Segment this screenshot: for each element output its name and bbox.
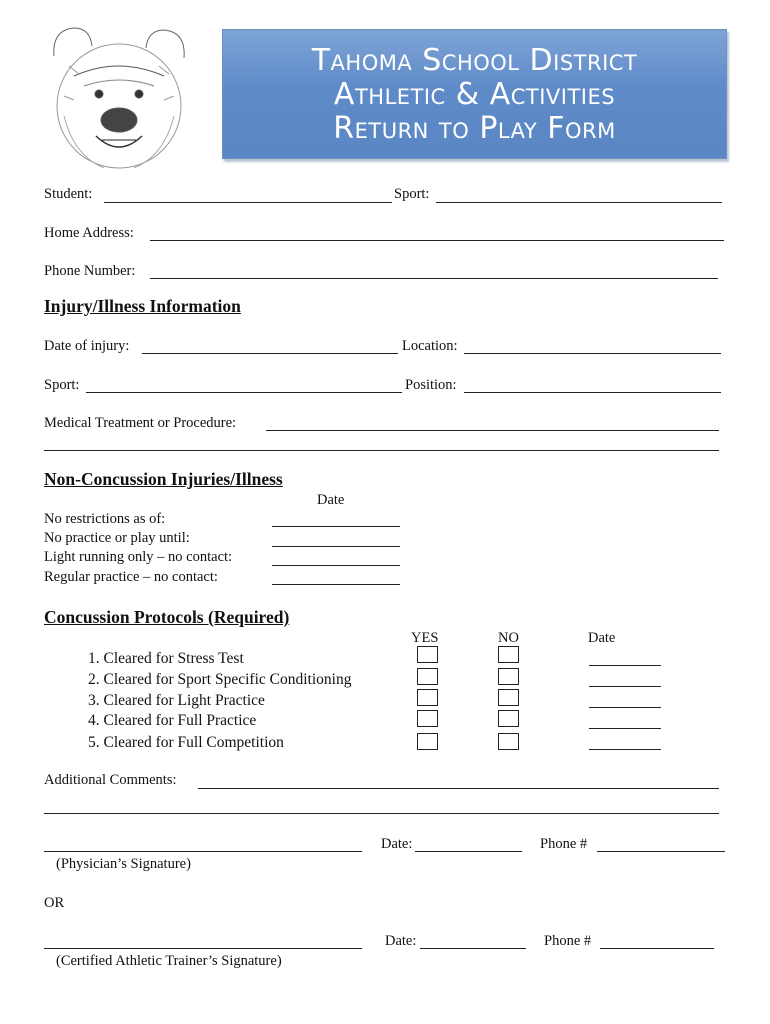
trainer-date-field[interactable] [420, 948, 526, 949]
student-field[interactable] [104, 202, 392, 203]
location-field[interactable] [464, 353, 721, 354]
no-restrictions-date-field[interactable] [272, 526, 400, 527]
concussion-date-header: Date [588, 630, 616, 646]
sport-field[interactable] [436, 202, 722, 203]
treatment-label: Medical Treatment or Procedure: [44, 415, 237, 431]
injury-heading: Injury/Illness Information [44, 296, 241, 316]
additional-comments-field-line-2[interactable] [44, 813, 719, 814]
full-practice-yes-checkbox[interactable] [417, 710, 438, 727]
no-practice-label: No practice or play until: [44, 530, 190, 546]
additional-comments-field[interactable] [198, 788, 719, 789]
student-label: Student: [44, 186, 93, 202]
trainer-date-label: Date: [385, 933, 417, 949]
title-line-2: Athletic & Activities [333, 77, 616, 112]
full-competition-no-checkbox[interactable] [498, 733, 519, 750]
injury-sport-label: Sport: [44, 377, 80, 393]
bear-mascot-logo-icon [44, 16, 194, 176]
protocol-full-practice: 4. Cleared for Full Practice [88, 712, 257, 729]
trainer-signature-field[interactable] [44, 948, 362, 949]
location-label: Location: [402, 338, 458, 354]
position-field[interactable] [464, 392, 721, 393]
stress-test-no-checkbox[interactable] [498, 646, 519, 663]
stress-test-date-field[interactable] [589, 665, 661, 666]
trainer-phone-field[interactable] [600, 948, 714, 949]
protocol-stress-test: 1. Cleared for Stress Test [88, 650, 244, 667]
non-concussion-date-header: Date [317, 492, 345, 508]
no-restrictions-label: No restrictions as of: [44, 511, 166, 527]
physician-phone-label: Phone # [540, 836, 588, 852]
physician-signature-field[interactable] [44, 851, 362, 852]
date-of-injury-label: Date of injury: [44, 338, 130, 354]
additional-comments-label: Additional Comments: [44, 772, 177, 788]
home-address-field[interactable] [150, 240, 724, 241]
stress-test-yes-checkbox[interactable] [417, 646, 438, 663]
physician-signature-caption: (Physician’s Signature) [56, 856, 191, 872]
position-label: Position: [405, 377, 457, 393]
physician-phone-field[interactable] [597, 851, 725, 852]
treatment-field-line-2[interactable] [44, 450, 719, 451]
treatment-field[interactable] [266, 430, 719, 431]
trainer-phone-label: Phone # [544, 933, 592, 949]
phone-number-field[interactable] [150, 278, 718, 279]
regular-practice-label: Regular practice – no contact: [44, 569, 218, 585]
physician-date-label: Date: [381, 836, 413, 852]
full-competition-date-field[interactable] [589, 749, 661, 750]
light-practice-no-checkbox[interactable] [498, 689, 519, 706]
sport-conditioning-yes-checkbox[interactable] [417, 668, 438, 685]
full-practice-no-checkbox[interactable] [498, 710, 519, 727]
title-banner [222, 29, 727, 159]
full-practice-date-field[interactable] [589, 728, 661, 729]
phone-number-label: Phone Number: [44, 263, 136, 279]
light-running-date-field[interactable] [272, 565, 400, 566]
sport-conditioning-no-checkbox[interactable] [498, 668, 519, 685]
date-of-injury-field[interactable] [142, 353, 398, 354]
protocol-sport-conditioning: 2. Cleared for Sport Specific Conditioning [88, 671, 352, 688]
title-line-3: Return to Play Form [333, 111, 616, 146]
protocol-light-practice: 3. Cleared for Light Practice [88, 692, 265, 709]
home-address-label: Home Address: [44, 225, 134, 241]
no-practice-date-field[interactable] [272, 546, 400, 547]
regular-practice-date-field[interactable] [272, 584, 400, 585]
sport-conditioning-date-field[interactable] [589, 686, 661, 687]
light-practice-yes-checkbox[interactable] [417, 689, 438, 706]
light-running-label: Light running only – no contact: [44, 549, 233, 565]
injury-sport-field[interactable] [86, 392, 402, 393]
protocol-full-competition: 5. Cleared for Full Competition [88, 734, 284, 751]
or-label: OR [44, 895, 65, 911]
light-practice-date-field[interactable] [589, 707, 661, 708]
sport-label: Sport: [394, 186, 430, 202]
yes-column-header: YES [411, 630, 439, 646]
no-column-header: NO [498, 630, 519, 646]
full-competition-yes-checkbox[interactable] [417, 733, 438, 750]
title-line-1: Tahoma School District [311, 43, 638, 78]
trainer-signature-caption: (Certified Athletic Trainer’s Signature) [56, 953, 282, 969]
concussion-heading: Concussion Protocols (Required) [44, 607, 290, 627]
non-concussion-heading: Non-Concussion Injuries/Illness [44, 469, 283, 489]
physician-date-field[interactable] [415, 851, 522, 852]
